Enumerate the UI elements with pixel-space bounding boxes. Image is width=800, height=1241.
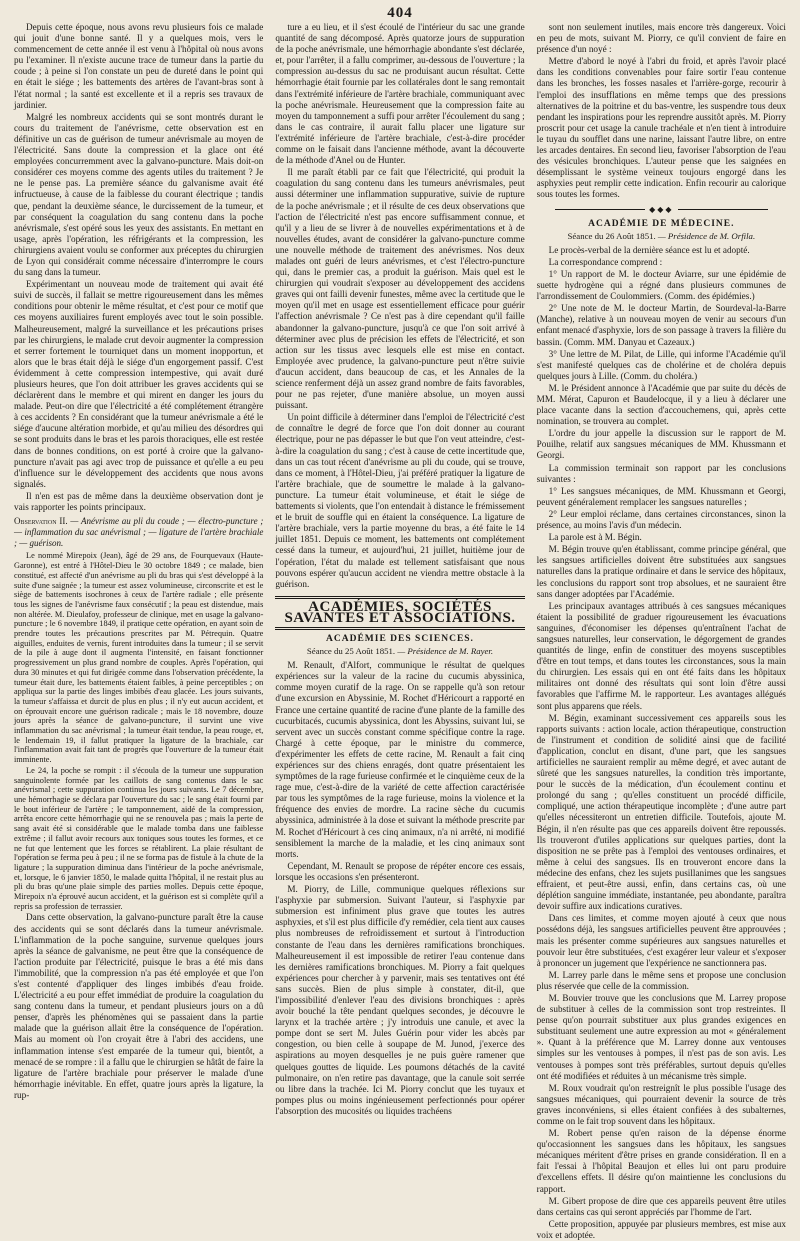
paragraph: Mettre d'abord le noyé à l'abri du froid, et après l'avoir placé dans les conditions convenables pour faire sortir l'eau contenue dans les bronches, les fosses nasales et l'arrière-gorge, recourir à l'emploi des insufflations en même temps que des pressions alternatives de la poitrine et du bas-ventre, les suspendre tous deux pendant les inspirations pour les reprendre aussitôt après. M. Piorry proscrit pour cet usage la canule trachéale et n'en tient à introduire le tuyau du soufflet dans une narine, laissant l'autre libre, on entre les arcades dentaires. En second lieu, favoriser l'absorption de l'eau des vésicules bronchiques. L'auteur pense que les saignées en désemplissant le système veineux toujours engorgé dans les asphyxies peut remplir cette indication. Enfin recourir au calorique sous toutes les formes. — [536, 56, 786, 200]
academie-medecine-session — [537, 231, 786, 242]
academie-sciences-body — [275, 660, 524, 1117]
academie-medecine-heading: ACADÉMIE DE MÉDECINE. — [588, 218, 735, 229]
ornament-divider: ◆◆◆ — [537, 204, 786, 215]
paragraph: M. le Président annonce à l'Académie que par suite du décès de MM. Mérat, Capuron et Baudelocque, il y a lieu à déclarer une place vacante dans la section d'accouchemens, qui, après cette nomination, se trouvera au complet. — [536, 382, 786, 427]
paragraph: M. Larrey parle dans le même sens et propose une conclusion plus réservée que celle de la commission. — [536, 969, 786, 991]
column-1 — [14, 22, 264, 1100]
paragraph: Le procès-verbal de la dernière séance est lu et adopté. — [548, 244, 750, 255]
academie-sciences-heading: ACADÉMIE DES SCIENCES. — [326, 633, 474, 644]
session-president: — Présidence de M. Rayer. — [397, 646, 494, 657]
paragraph: M. Bégin trouve qu'en établissant, comme principe général, que les sangsues artificielles doivent être substituées aux sangsues naturelles dans la pratique ordinaire et dans le service des hôpitaux, les conclusions du rapport sont trop absolues, et ne sauraient être sans danger adoptées par l'Académie. — [536, 544, 786, 599]
columns — [14, 22, 786, 1240]
session-date: Séance du 26 Août 1851. — [567, 230, 656, 241]
paragraph: Un point difficile à déterminer dans l'emploi de l'électricité c'est de connaître le degré de force que l'on doit donner au courant électrique, pour ne pas dépasser le but que l'on veut atteindre, c'est-à-dire la coagulation du sang ; c'est à cause de cette incertitude que, dans un cas tout récent d'anévrisme au pli du coude, qui se trouve, dans ce moment, à l'Hôtel-Dieu, j'ai préféré pratiquer la ligature de l'artère brachiale, que de soumettre le malade à la galvano-puncture. La tumeur était volumineuse, et était le siége de battements si violents, que l'on entendait à distance le frémissement et le bruit de souffle qui en étaient la conséquence. La ligature de l'artère brachiale, vers la partie moyenne du bras, a été faite le 14 juillet 1851. Depuis ce moment, les battements ont complétement cessé dans la tumeur, et aujourd'hui, 21 juillet, huitième jour de l'opération, l'état du malade est tellement satisfaisant que nous pouvons espérer qu'aucun accident ne viendra mettre obstacle à la guérison. — [275, 412, 525, 589]
paragraph: M. Gibert propose de dire que ces appareils peuvent être utiles dans certains cas qui seront appréciés par l'homme de l'art. — [536, 1195, 786, 1217]
paragraph: Expérimentant un nouveau mode de traitement qui avait été suivi de succès, il fallait se mettre rigoureusement dans les mêmes conditions pour obtenir le même résultat, et c'est pour ce motif que ces moyens auxiliaires furent employés avec tout le soin possible. Malheureusement, malgré la surveillance et les précautions prises par les chirurgiens, le malade crut devoir augmenter la compression et serrer fortement le tourniquet dans un moment inopportun, et alors que le bras était déjà le siége d'un engorgement passif. C'est évidemment à cette compression intempestive, qui avait duré plusieurs heures, que l'on doit attribuer les graves accidents qui se déclarèrent dans le membre et qui mirent en danger les jours du malade. Peut-on dire que l'électricité a été complétement étrangère à ces accidents ? En considérant que la tumeur anévrismale a été le siége d'aucune altération morbide, et qu'au milieu des désordres qui se sont produits dans le bras et les parois thoraciques, elle est restée dans de bonnes conditions, on est porté à croire que la galvano-puncture n'avait pas agi avec trop de puissance et qu'elle a eu peu d'influence sur le développement des accidents que nous avons signalés. — [14, 279, 264, 489]
paragraph: M. Bégin, examinant successivement ces appareils sous les rapports suivants : action locale, action thérapeutique, construction de l'instrument et condition de solidité ainsi que de facilité d'application, conclut en disant, d'une part, que les sangsues artificielles ne sauraient remplir au même degré, et avec autant de sûreté que les sangsues naturelles, la condition très importante, pour le succès de la médication, d'un écoulement continu et prolongé du sang ; qu'elles constituent un procédé difficile, compliqué, une action thérapeutique incomplète ; d'une autre part qu'elles nécessiteront un entretien difficile. Toutefois, ajoute M. Bégin, il n'en résulte pas que ces appareils doivent être repoussés. Ils trouveront d'utiles applications sur quelques parties, dont la disposition ne se prête pas à l'emploi des ventouses ordinaires, et même à celui des sangsues. Ils en trouveront encore dans la médecine des enfans, chez les sujets pusillanimes que les sangsues effraient, et peut-être aussi, enfin, dans certains cas, où une déplétion sanguine immédiate, instantanée, peu abondante, paraîtra devoir suffire aux indications curatives. — [536, 712, 786, 912]
paragraph: M. Renault, d'Alfort, communique le résultat de quelques expériences sur la valeur de la racine du cucumis abyssinica, comme moyen curatif de la rage. On se rappelle qu'à son retour d'une excursion en Abyssinie, M. Rochet d'Héricourt a rapporté en France une certaine quantité de racine d'une plante de la famille des cucurbitacés, cucumis abyssinica, dont les Abyssins, suivant lui, se servent avec un succès constant comme spécifique contre la rage. Chargé à cette époque, par le ministre du commerce, d'expérimenter les effets de cette racine, M. Renault a fait cinq expériences sur des chiens enragés, dont quatre présentaient les symptômes de la rage furieuse confirmée et le cinquième ceux de la rage mue, c'est-à-dire de la variété de cette affection caractérisée par tous les symptômes de la rage furieuse, moins la violence et la fréquence des envies de mordre. La racine sèche du cucumis abyssinica, administrée à la dose et suivant la méthode prescrite par M. Rochet d'Héricourt à ces cinq animaux, n'a ni arrêté, ni modifié sensiblement la marche de la maladie, et les cinq animaux sont morts. — [275, 660, 525, 859]
observation-title: — Anévrisme au pli du coude ; — électro-puncture ; — inflammation du sac anévrismal ; — ligature de l'artère brachiale ; — guérison. — [14, 516, 264, 549]
paragraph: Malgré les nombreux accidents qui se sont montrés durant le cours du traitement de l'anévrisme, cette observation est en définitive un cas de guérison de tumeur anévrismale au moyen de l'électricité. Sans doute la compression et la glace ont été employées concurremment avec la galvano-puncture. Mais doit-on considérer ces moyens comme des agents utiles du traitement ? Je ne le pense pas. La première séance du galvanisme avait été infructueuse, à cause de la faiblesse du courant électrique ; tandis que, pendant la deuxième séance, le durcissement de la tumeur, et par conséquent la coagulation du sang contenu dans la poche anévrismale, s'est opéré sous les yeux des assistants. En mettant en usage, après l'opération, les réfrigérants et la compression, les chirurgiens avaient voulu se conformer aux préceptes du chirurgien de Lyon qui considérait comme nécessaire d'interrompre le cours du sang dans la tumeur. — [14, 111, 264, 278]
paragraph: Depuis cette époque, nous avons revu plusieurs fois ce malade qui jouit d'une bonne santé. Il y a quelques mois, vers le commencement de cette année il est venu à l'hôpital où nous avons pu l'examiner. Il n'existe aucune trace de tumeur dans la partie du coude ; à peine si l'on constate un peu de dureté dans le point qui en était le siége ; les battements des artères de l'avant-bras sont à l'état normal ; la santé est excellente et il a repris ses travaux de jardinier. — [14, 22, 264, 110]
observation-heading — [14, 516, 263, 549]
paragraph: M. Bouvier trouve que les conclusions que M. Larrey propose de substituer à celles de la commission sont trop restreintes. Il pense qu'on pourrait substituer aux plus grandes exigences en substituant seulement une autre expression au mot « généralement ». Quant à la préférence que M. Larrey donne aux ventouses simples sur les ventouses à pompes, il n'est pas de son avis. Les ventouses à pompes sont très préférables, surtout depuis qu'elles ont été modifiées et réduites à un mécanisme très simple. — [536, 992, 786, 1081]
session-president: — Présidence de M. Orfila. — [657, 230, 756, 241]
column-2 — [275, 22, 525, 1116]
paragraph: La parole est à M. Bégin. — [548, 532, 642, 543]
col1-paragraphs-b — [14, 912, 263, 1101]
academie-sciences-session — [275, 646, 524, 657]
paragraph: ture a eu lieu, et il s'est écoulé de l'intérieur du sac une grande quantité de sang décomposé. Après quatorze jours de suppuration de la poche anévrismale, une hémorrhagie abondante s'est déclarée, et, pour l'arrêter, il a fallu comprimer, au-dessous de l'ouverture ; la compression au-dessus du sac ne produisant aucun résultat. Cette hémorrhagie était fournie par les collatérales dont le sang remontait dans l'extrémité inférieure de l'artère brachiale, communiquant avec la poche anévrismale. Heureusement que la compression faite au moyen du tamponnement a suffi pour arrêter l'écoulement du sang ; dans le cas contraire, il aurait fallu placer une ligature sur l'extrémité inférieure de l'artère brachiale, c'est-à-dire procéder comme on le faisait dans l'ancienne méthode, avant la découverte de la méthode d'Anel ou de Hunter. — [275, 22, 525, 166]
paragraph: Il n'en est pas de même dans la deuxième observation dont je vais rapporter les points principaux. — [14, 490, 264, 513]
paragraph: Dans cette observation, la galvano-puncture paraît être la cause des accidents qui se sont déclarés dans la tumeur anévrismale. L'inflammation de la poche sanguine, survenue quelques jours après la séance de galvanisme, ne peut être que la conséquence de l'action produite par l'électricité, puisque le bras a été mis dans l'immobilité, que la compression n'a pas été employée et que l'on s'est contenté d'appliquer des linges imbibés d'eau froide. L'électricité a eu pour effet immédiat de produire la coagulation du sang contenu dans la tumeur, et pendant plusieurs jours on a dû penser, d'après les phénomènes qui se passaient dans la partie malade que la guérison allait être la conséquence de l'opération. Mais au moment où l'on croyait être à l'abri des accidens, une inflammation intense s'est emparée de la tumeur qui, bientôt, a menacé de se rompre : il a fallu que le chirurgien se hâtât de faire la ligature de l'artère brachiale pour préserver le malade d'une hémorrhagie inévitable. En effet, quatre jours après la ligature, la rup- — [14, 912, 264, 1100]
col3-paragraphs-a — [537, 22, 786, 201]
paragraph: Le 24, la poche se rompit : il s'écoula de la tumeur une suppuration sanguinolente formée par les caillots de sang contenus dans le sac anévrismal ; cette suppuration continua les jours suivants. Le 7 décembre, une hémorrhagie se déclara par l'ouverture du sac ; le sang était fourni par le bout inférieur de l'artère ; le tamponnement, aidé de la compression, arrêta encore cette hémorrhagie qui ne se renouvela pas ; mais la perte de sang avait été si considérable que le malade tomba dans une faiblesse extrême ; il fallut avoir recours aux toniques sous toutes les formes, et ce ne fut que lentement que les forces se rétablirent. La plaie résultant de l'opération se ferma peu à peu ; il ne se forma pas de fistule à la chute de la ligature ; la suppuration diminua dans l'intérieur de la poche anévrismale, et, lorsque, le 6 janvier 1850, le malade quitta l'hôpital, il ne restait plus au pli du bras qu'une plaie simple des parties molles. Depuis cette époque, Mirepoix n'a éprouvé aucun accident, et la guérison est si complète qu'il a repris sa profession de terrassier. — [14, 765, 264, 911]
paragraph: M. Roux voudrait qu'on restreignît le plus possible l'usage des sangsues mécaniques, qui pourraient devenir la source de très graves inconvéniens, si elles étaient confiées à des subalternes, comme on le fait trop souvent dans les hôpitaux. — [536, 1082, 786, 1126]
paragraph: M. Piorry, de Lille, communique quelques réflexions sur l'asphyxie par submersion. Suivant l'auteur, si l'asphyxie par submersion est infiniment plus grave que toutes les autres asphyxies, et s'il est plus difficile d'y remédier, cela tient aux causes plus nombreuses de refroidissement et surtout à l'introduction constante de l'eau dans les dernières ramifications bronchiques. Malheureusement il est impossible de retirer l'eau contenue dans les dernières ramifications bronchiques. M. Piorry a fait quelques expériences pour chercher à y parvenir, mais ses tentatives ont été sans succès. Bien de plus simple à constater, dit-il, que l'impossibilité d'enlever l'eau des divisions bronchiques : après avoir bouché la tête pendant quelques secondes, je découvre le larynx et la trachée artère ; j'y introduis une canule, et avec la pompe dont se sert M. Jules Guérin pour vider les abcès par congestion, ou bien celle à soupape de M. Junod, j'exerce des aspirations au moyen desquelles je ne puis guère ramener que quelques gouttes de liquide. Les poumons détachés de la cavité pulmonaire, on n'en retire pas davantage, que la canule soit serrée ou libre dans la trachée. Ici M. Piorry conclut que les tuyaux et pompes plus ou moins ingénieusement perfectionnés pour opérer l'absorption des mucosités ou liquides trachéens — [275, 884, 525, 1116]
paragraph: Il me paraît établi par ce fait que l'électricité, qui produit la coagulation du sang contenu dans les tumeurs anévrismales, peut aussi déterminer une inflammation suppurative, suivie de rupture de la poche anévrismale ; et il résulte de ces deux observations que l'action de l'électricité n'est pas encore suffisamment connue, et qu'il y a lieu de se livrer à de nouvelles expérimentations et à de nouvelles études, avant de considérer la galvano-puncture comme une nouvelle méthode de traitement des anévrismes. Nos deux malades ont guéri de leurs anévrismes, et c'est l'électro-puncture qui, dans le premier cas, a produit la guérison. Mais quel est le chirurgien qui voudrait s'exposer au développement des accidens graves qui ont failli devenir funestes, même avec la certitude que le moyen qu'il met en usage est essentiellement efficace pour guérir l'affection anévrismale ? Ce n'est pas à dire cependant qu'il faille abandonner la galvano-puncture, jusqu'à ce que l'on soit arrivé à déterminer avec plus de précision les effets de l'électricité, et son action sur les tissus avec lesquels elle est mise en contact. Employée avec prudence, la galvano-puncture peut n'être suivie d'aucun accident, dans beaucoup de cas, et les Annales de la science renferment déjà un assez grand nombre de faits favorables, pour ne pas rejeter, d'une manière absolue, un moyen aussi puissant. — [275, 167, 525, 411]
section-banner: ACADÉMIES, SOCIÉTÉS SAVANTES ET ASSOCIATIONS. — [275, 596, 524, 630]
paragraph: Les principaux avantages attribués à ces sangsues mécaniques étaient la possibilité de graduer rigoureusement les évacuations sanguines, d'économiser les dépenses qu'entraînent l'achat de sangsues naturelles, leur conservation, le dégorgement de grandes quantités de linge, enfin de constituer des moyens susceptibles d'être en tout temps, et dans toutes les circonstances, sous la main du chirurgien. Les essais qui en ont été faits dans les hôpitaux militaires ont donné des résultats qui sont loin d'être aussi favorables que l'affirme M. le rapporteur. Les avantages allégués sont plus apparens que réels. — [536, 600, 786, 711]
session-date: Séance du 25 Août 1851. — [306, 646, 396, 657]
column-3 — [536, 22, 786, 1240]
col1-paragraphs-a — [14, 22, 263, 513]
paragraph: sont non seulement inutiles, mais encore très dangereux. Voici en peu de mots, suivant M. Piorry, ce qu'il convient de faire en présence d'un noyé : — [536, 22, 786, 55]
paragraph: Le nommé Mirepoix (Jean), âgé de 29 ans, de Fourquevaux (Haute-Garonne), est entré à l'Hôtel-Dieu le 30 octobre 1849 ; ce malade, bien constitué, est affecté d'un anévrisme au pli du bras qui s'est développé à la suite d'une saignée ; la tumeur est assez volumineuse, circonscrite et est le siège de battements isochrones à ceux de l'artère radiale ; elle présente tous les signes de l'anévrisme faux consécutif ; la peau est distendue, mais non altérée. M. Dieulafoy, professeur de clinique, met en usage la galvano-puncture ; le 6 novembre 1849, il pratique cette opération, en ayant soin de prendre toutes les précautions prescrites par M. Pétrequin. Quatre aiguilles, enduites de vernis, furent introduites dans la tumeur ; il se servit de la pile à auge dont il augmenta l'intensité, en faisant fonctionner progressivement un plus grand nombre de couples. Après l'opération, qui dura 30 minutes et qui fut dirigée comme dans l'observation précédente, la tumeur était dure, les battements étaient faibles, à peine perceptibles ; on appliqua sur la partie des linges imbibés d'eau glacée. Les jours suivants, la tumeur s'affaissa et durcit de plus en plus ; il n'y eut aucun accident, et on éprouvait encore une guérison radicale ; mais le 18 novembre, douze jours après la séance de galvano-puncture, il survint une vive inflammation du sac anévrismal ; la tumeur était tendue, la peau rouge, et, le lendemain 19, il fallut pratiquer la ligature de la brachiale, car l'inflammation avait fait tant de progrès que l'ouverture de la tumeur était imminente. — [14, 551, 264, 765]
paragraph: L'ordre du jour appelle la discussion sur le rapport de M. Pouilhe, relatif aux sangsues mécaniques de MM. Khussmann et Georgi. — [536, 428, 786, 461]
paragraph: 2° Leur emploi réclame, dans certaines circonstances, sinon la présence, au moins l'avis d'un médecin. — [536, 508, 786, 531]
paragraph: La correspondance comprend : — [548, 256, 663, 267]
academie-medecine-body — [537, 245, 786, 1241]
col2-paragraphs-a — [275, 22, 524, 590]
observation-body — [14, 551, 263, 911]
paragraph: 1° Les sangsues mécaniques, de MM. Khussmann et Georgi, peuvent généralement remplacer les sangsues naturelles ; — [536, 485, 786, 507]
paragraph: M. Robert pense qu'en raison de la dépense énorme qu'occasionnent les sangsues dans les hôpitaux, les sangsues mécaniques méritent d'être prises en grande considération. Il en a fait l'essai à l'hôpital Beaujon et elles lui ont paru produire d'excellens effets. Il désire qu'on maintienne les conclusions du rapport. — [536, 1128, 786, 1194]
paragraph: 2° Une note de M. le docteur Martin, de Sourdeval-la-Barre (Manche), relative à un nouveau moyen de venir au secours d'un enfant menacé d'asphyxie, lors de son passage à travers la filière du bassin. (Comm. MM. Danyau et Cazeaux.) — [536, 303, 786, 347]
paragraph: Cette proposition, appuyée par plusieurs membres, est mise aux voix et adoptée. — [536, 1218, 786, 1240]
page-number: 404 — [387, 5, 413, 21]
paragraph: Cependant, M. Renault se propose de répéter encore ces essais, lorsque les occasions s'en présenteront. — [275, 860, 525, 882]
paragraph: 1° Un rapport de M. le docteur Aviarre, sur une épidémie de suette hydrogène qui a régné dans plusieurs communes de l'arrondissement de Coulommiers. (Comm. des épidémies.) — [536, 268, 786, 302]
observation-label: Observation II. — [14, 516, 68, 527]
paragraph: Dans ces limites, et comme moyen ajouté à ceux que nous possédons déjà, les sangsues artificielles peuvent être approuvées ; mais les présenter comme supérieures aux sangsues naturelles et pouvoir leur être substituées, c'est exagérer leur valeur et s'exposer à prononcer un jugement que l'expérience ne sanctionnera pas. — [536, 913, 786, 968]
paragraph: 3° Une lettre de M. Pilat, de Lille, qui informe l'Académie qu'il s'est manifesté quelques cas de cholérine et de choléra depuis quelques jours à Lille. (Comm. du choléra.) — [536, 348, 786, 381]
paragraph: La commission terminait son rapport par les conclusions suivantes : — [536, 462, 786, 484]
